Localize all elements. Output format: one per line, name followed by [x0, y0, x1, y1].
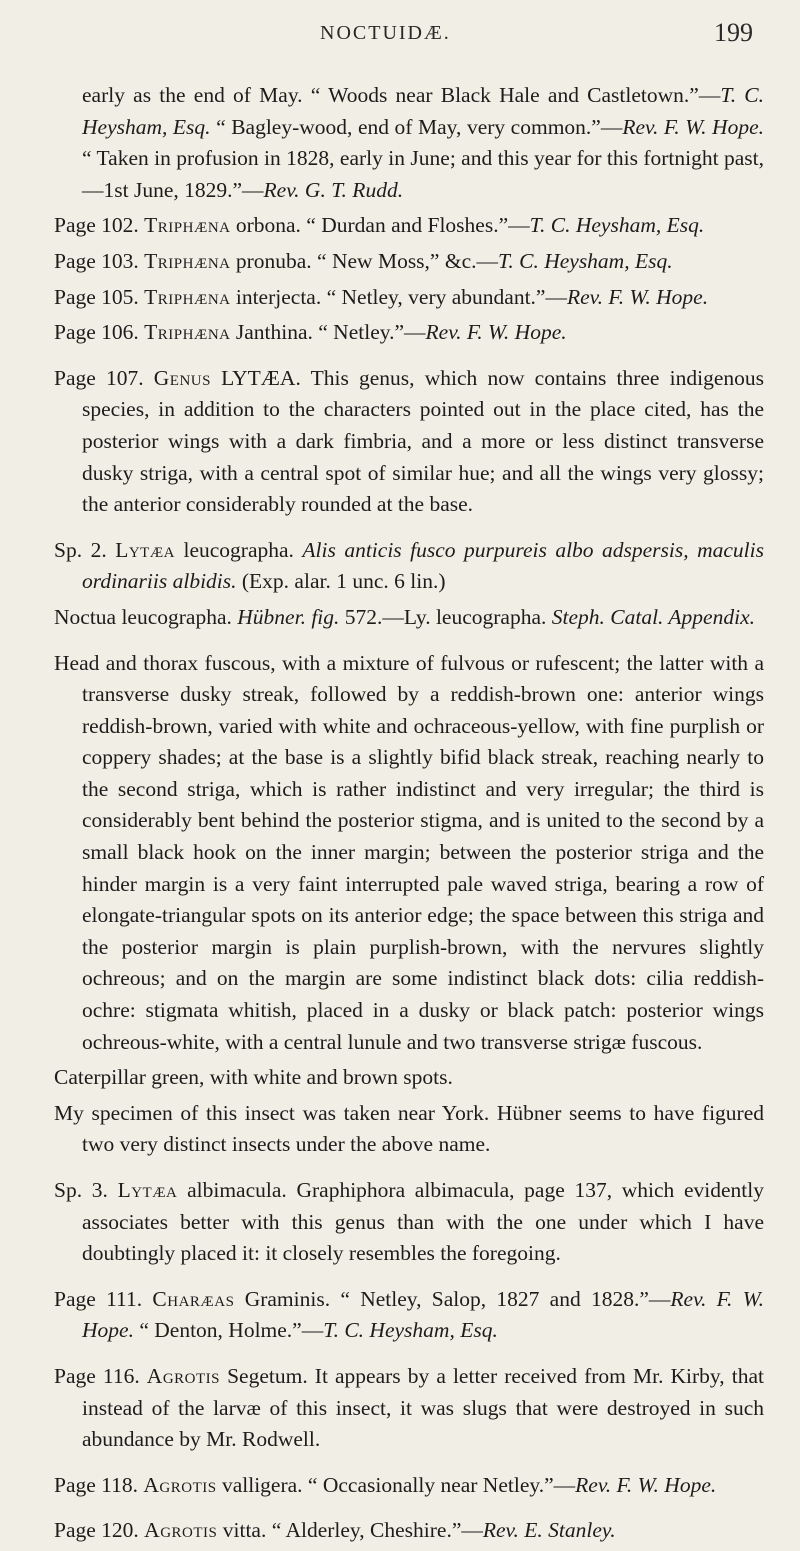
- entry-text: Page 103.: [54, 248, 145, 273]
- entry-text: Graminis. “ Netley, Salop, 1827 and 1828.”—: [234, 1286, 671, 1311]
- entry-text: T. C. Heysham, Esq.: [529, 213, 705, 238]
- entry-text: pronuba. “ New Moss,” &c.—: [230, 248, 498, 273]
- entry-text: Lytæa: [117, 1178, 178, 1202]
- entry-text: (Exp. alar. 1 unc. 6 lin.): [236, 569, 446, 594]
- entry-text: Hübner. fig.: [237, 604, 340, 629]
- entry-text: albimacula. Graphiphora albimacula, page 137, which evidently associates better with this genus than with the one under which I have doubtingly placed it: it closely resembles the foregoing.: [82, 1178, 764, 1266]
- entry-text: Rev. F. W. Hope.: [425, 320, 567, 345]
- page-header: [0, 16, 800, 56]
- entry-text: Page 116.: [54, 1363, 147, 1388]
- entry-text: “ Denton, Holme.”—: [133, 1318, 324, 1343]
- entry-text: Sp. 3.: [54, 1178, 118, 1202]
- entry-text: leucographa.: [175, 537, 303, 562]
- entry-text: Page 106.: [54, 320, 145, 345]
- entry-text: Triphæna: [144, 213, 231, 238]
- entry-text: Rev. G. T. Rudd.: [263, 177, 404, 202]
- entry-text: Agrotis: [146, 1363, 220, 1388]
- running-title: NOCTUIDÆ.: [320, 22, 451, 44]
- entry-sp2: [54, 535, 764, 598]
- entry-sp2-cat: [54, 1062, 764, 1094]
- entry-text: Rev. F. W. Hope.: [566, 284, 709, 309]
- entry-p102: [54, 210, 764, 242]
- entry-text: orbona. “ Durdan and Floshes.”—: [230, 213, 530, 238]
- entry-text: T. C. Heysham, Esq.: [498, 248, 673, 273]
- entry-text: early as the end of May. “ Woods near Black Hale and Castletown.”—: [82, 83, 721, 107]
- entry-text: “ Taken in profusion in 1828, early in June; and this year for this fortnight past,—1st June, 1829.”—: [82, 146, 764, 202]
- entry-text: Sp. 2.: [54, 537, 116, 562]
- entry-text: Triphæna: [144, 284, 231, 309]
- entry-text: Genus: [153, 365, 211, 390]
- entry-text: Steph. Catal. Appendix.: [551, 604, 755, 629]
- entry-p106: [54, 317, 764, 349]
- entry-cont-top: [54, 80, 764, 206]
- entry-text: Page 111.: [54, 1286, 153, 1311]
- entry-text: Rev. E. Stanley.: [482, 1518, 616, 1543]
- entry-text: interjecta. “ Netley, very abundant.”—: [230, 284, 567, 309]
- entry-sp2-note: [54, 1098, 764, 1161]
- entry-text: Page 118.: [54, 1472, 144, 1497]
- entry-text: Janthina. “ Netley.”—: [230, 320, 426, 345]
- page-number: 199: [714, 18, 753, 47]
- entry-text: T. C. Heysham, Esq.: [82, 83, 764, 139]
- entry-text: Rev. F. W. Hope.: [622, 114, 764, 139]
- entry-sp2-desc: [54, 648, 764, 1059]
- entry-text: Segetum. It appears by a letter received from Mr. Kirby, that instead of the larvæ of this insect, it was slugs that were destroyed in such abundance by Mr. Rodwell.: [82, 1363, 764, 1452]
- entry-text: Page 102.: [54, 213, 145, 238]
- entry-text: Agrotis: [144, 1518, 218, 1543]
- entry-text: LYTÆA. This genus, which now contains three indigenous species, in addition to the characters pointed out in the place cited, has the posterior wings with a dark fimbria, and a more or less distinct transverse dusky striga, with a central spot of similar hue; and all the wings very glossy; the anterior considerably rounded at the base.: [82, 365, 764, 517]
- entry-p103: [54, 246, 764, 278]
- entry-text: T. C. Heysham, Esq.: [323, 1318, 498, 1343]
- entry-p105: [54, 282, 764, 314]
- entry-sp2-syn: [54, 602, 764, 634]
- entry-text: My specimen of this insect was taken near York. Hübner seems to have figured two very distinct insects under the above name.: [54, 1100, 764, 1157]
- entry-text: Lytæa: [115, 537, 175, 562]
- body-text: [54, 80, 764, 1551]
- entry-text: Caterpillar green, with white and brown spots.: [54, 1065, 453, 1090]
- entry-text: Page 120.: [54, 1518, 145, 1543]
- entry-text: Rev. F. W. Hope.: [575, 1472, 717, 1497]
- entry-text: Triphæna: [144, 248, 231, 273]
- entry-text: Alis anticis fusco purpureis albo adspersis, maculis ordinariis albidis.: [82, 537, 764, 594]
- entry-text: Agrotis: [143, 1472, 217, 1497]
- entry-text: vitta. “ Alderley, Cheshire.”—: [217, 1518, 483, 1543]
- entry-p107: [54, 363, 764, 521]
- entry-text: Page 105.: [54, 284, 145, 309]
- entry-p111: [54, 1284, 764, 1347]
- entry-text: Rev. F. W. Hope.: [82, 1286, 765, 1343]
- entry-p116: [54, 1361, 764, 1456]
- entry-text: Head and thorax fuscous, with a mixture of fulvous or rufescent; the latter with a transverse dusky streak, followed by a reddish-brown one: anterior wings reddish-brown, varied with white and ochraceous-yellow, with fine purplish or coppery shades; at the base is a slightly bifid black streak, reaching nearly to the second striga, which is rather indistinct and very irregular; the third is considerably bent behind the posterior stigma, and is united to the second by a small black hook on the inner margin; between the posterior striga and the hinder margin is a very faint interrupted pale waved striga, bearing a row of elongate-triangular spots on its anterior edge; the space between this striga and the posterior margin is plain purplish-brown, with the nervures slightly ochreous; and on the margin are some indistinct black dots: cilia reddish-ochre: stigmata whitish, placed in a dusky or black patch: posterior wings ochreous-white, with a central lunule and two transverse strigæ fuscous.: [54, 650, 764, 1054]
- entry-text: Page 107.: [54, 365, 154, 390]
- entry-text: valligera. “ Occasionally near Netley.”—: [216, 1472, 576, 1497]
- entry-p120: [54, 1515, 764, 1547]
- entry-text: 572.—Ly. leucographa.: [339, 604, 552, 629]
- entry-text: Noctua leucographa.: [54, 604, 238, 629]
- entry-sp3: [54, 1175, 764, 1270]
- entry-text: Charæas: [152, 1286, 235, 1311]
- entry-text: Triphæna: [144, 320, 231, 345]
- entry-p118: [54, 1470, 764, 1502]
- entry-text: “ Bagley-wood, end of May, very common.”—: [210, 114, 623, 139]
